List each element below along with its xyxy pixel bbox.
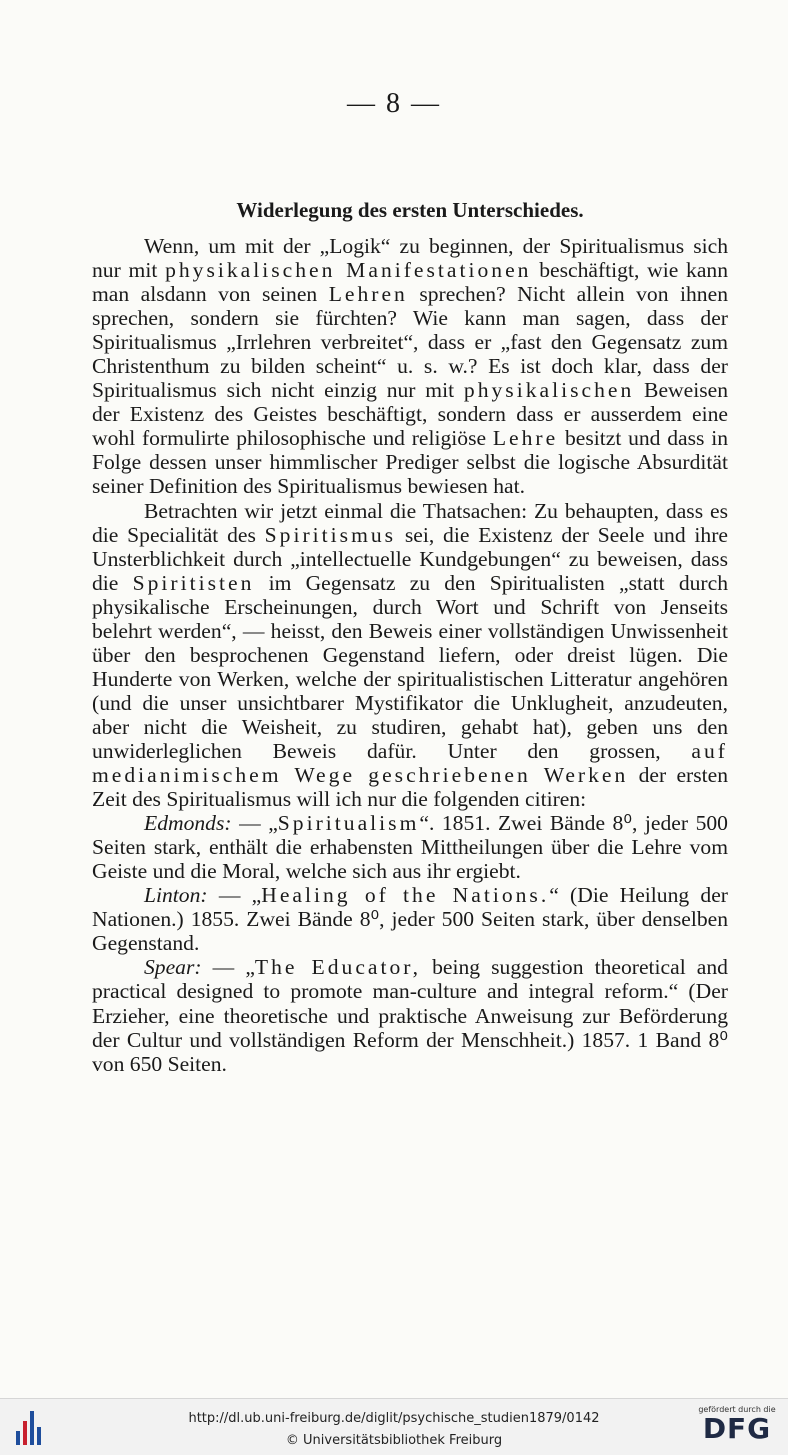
reference-spear: Spear: — „The Educator, being suggestion theoretical and practical designed to promote man-culture and integral reform.“ (Der Erzieher, eine theoretische und praktische Anweisung zur Beförderung der Cultur und vollständigen Reform der Menschheit.) 1857. 1 Band 8⁰ von 650 Seiten. — [92, 955, 728, 1076]
dfg-caption: gefördert durch die — [698, 1405, 776, 1414]
reference-edmonds: Edmonds: — „Spiritualism“. 1851. Zwei Bände 8⁰, jeder 500 Seiten stark, enthält die erhabensten Mittheilungen über die Lehre vom Geiste und die Moral, welche sich aus ihr ergiebt. — [92, 811, 728, 884]
body-text — [92, 234, 728, 1076]
copyright-notice: © Universitätsbibliothek Freiburg — [285, 1433, 503, 1448]
section-heading: Widerlegung des ersten Unterschiedes. — [236, 198, 584, 222]
reference-linton: Linton: — „Healing of the Nations.“ (Die Heilung der Nationen.) 1855. Zwei Bände 8⁰, jeder 500 Seiten stark, über denselben Gegenstand. — [92, 883, 728, 956]
page-number: — 8 — — [347, 88, 441, 119]
paragraph-1: Wenn, um mit der „Logik“ zu beginnen, der Spiritualismus sich nur mit physikalischen Manifestationen beschäftigt, wie kann man alsdann von seinen Lehren sprechen? Nicht allein von ihnen sprechen, sondern sie fürchten? Wie kann man sagen, dass der Spiritualismus „Irrlehren verbreitet“, dass er „fast den Gegensatz zum Christenthum zu bilden scheint“ u. s. w.? Es ist doch klar, dass der Spiritualismus sich nicht einzig nur mit physikalischen Beweisen der Existenz des Geistes beschäftigt, sondern dass er ausserdem eine wohl formulirte philosophische und religiöse Lehre besitzt und dass in Folge dessen unser himmlischer Prediger selbst die logische Absurdität seiner Definition des Spiritualismus bewiesen hat. — [92, 234, 729, 499]
paragraph-2: Betrachten wir jetzt einmal die Thatsachen: Zu behaupten, dass es die Specialität des Spiritismus sei, die Existenz der Seele und ihre Unsterblichkeit durch „intellectuelle Kundgebungen“ zu beweisen, dass die Spiritisten im Gegensatz zu den Spiritualisten „statt durch physikalische Erscheinungen, durch Wort und Schrift von Jenseits belehrt werden“, — heisst, den Beweis einer vollständigen Unwissenheit über den besprochenen Gegenstand liefern, oder dreist lügen. Die Hunderte von Werken, welche der spiritualistischen Litteratur angehören (und die unser unsichtbarer Mystifikator die Unklugheit, anzudeuten, aber nicht die Weisheit, zu studiren, gehabt hat), geben uns den unwiderleglichen Beweis dafür. Unter den grossen, auf medianimischem Wege geschriebenen Werken der ersten Zeit des Spiritualismus will ich nur die folgenden citiren: — [92, 498, 729, 812]
dfg-logo — [696, 1405, 778, 1451]
permalink-url[interactable]: http://dl.ub.uni-freiburg.de/diglit/psychische_studien1879/0142 — [188, 1411, 600, 1426]
viewer-footer — [0, 1398, 788, 1455]
dfg-mark: DFG — [702, 1412, 772, 1445]
